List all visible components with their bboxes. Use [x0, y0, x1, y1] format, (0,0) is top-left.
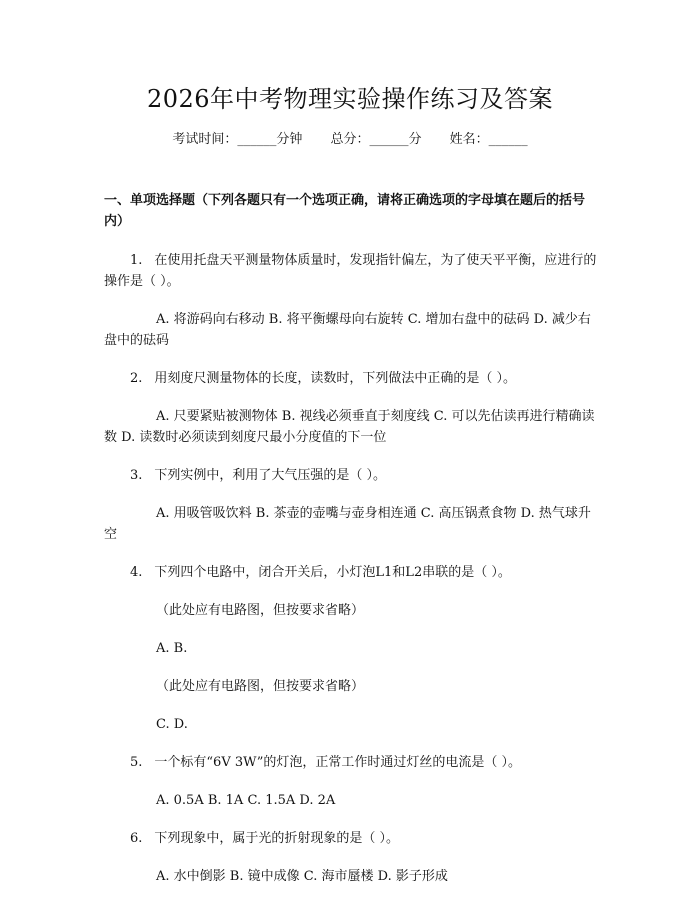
- question-number: 6.: [130, 831, 143, 846]
- question-number: 2.: [130, 371, 143, 386]
- question-6: [104, 828, 598, 849]
- exam-content: [104, 190, 598, 904]
- question-1-options: A. 将游码向右移动 B. 将平衡螺母向右旋转 C. 增加右盘中的砝码 D. 减少右盘中的砝码: [104, 312, 591, 348]
- question-number: 1.: [130, 253, 143, 268]
- question-4-options-ab: A. B.: [156, 641, 188, 656]
- exam-meta: [0, 130, 700, 150]
- question-5-options: A. 0.5A B. 1A C. 1.5A D. 2A: [156, 793, 336, 808]
- question-text: 下列实例中，利用了大气压强的是（ ）。: [154, 468, 387, 483]
- question-3: [104, 465, 598, 486]
- omitted-diagram-note: （此处应有电路图，但按要求省略）: [156, 603, 365, 618]
- question-6-options: A. 水中倒影 B. 镜中成像 C. 海市蜃楼 D. 影子形成: [156, 869, 448, 884]
- question-text: 用刻度尺测量物体的长度，读数时，下列做法中正确的是（ ）。: [154, 371, 517, 386]
- omitted-diagram-note: （此处应有电路图，但按要求省略）: [156, 679, 365, 694]
- total-score-field: 总分：______分: [330, 132, 422, 147]
- question-4: [104, 562, 598, 583]
- question-text: 下列现象中，属于光的折射现象的是（ ）。: [154, 831, 400, 846]
- question-3-options: A. 用吸管吸饮料 B. 茶壶的壶嘴与壶身相连通 C. 高压锅煮食物 D. 热气球升空: [104, 506, 591, 542]
- page-title: 2026年中考物理实验操作练习及答案: [146, 85, 554, 113]
- exam-time-field: 考试时间：______分钟: [172, 132, 303, 147]
- student-name-field: 姓名：______: [449, 132, 528, 147]
- question-number: 3.: [130, 468, 143, 483]
- question-4-options-cd: C. D.: [156, 717, 188, 732]
- question-text: 下列四个电路中，闭合开关后，小灯泡L1和L2串联的是（ ）。: [154, 565, 511, 580]
- question-2: [104, 368, 598, 389]
- question-number: 5.: [130, 755, 143, 770]
- question-2-options: A. 尺要紧贴被测物体 B. 视线必须垂直于刻度线 C. 可以先估读再进行精确读数 D. 读数时必须读到刻度尺最小分度值的下一位: [104, 409, 595, 445]
- question-text: 在使用托盘天平测量物体质量时，发现指针偏左，为了使天平平衡，应进行的操作是（ ）。: [104, 253, 597, 289]
- question-number: 4.: [130, 565, 143, 580]
- section-heading: 一、单项选择题（下列各题只有一个选项正确，请将正确选项的字母填在题后的括号内）: [104, 193, 586, 229]
- question-5: [104, 752, 598, 773]
- question-text: 一个标有“6V 3W”的灯泡，正常工作时通过灯丝的电流是（ ）。: [154, 755, 521, 770]
- question-1: [104, 250, 598, 292]
